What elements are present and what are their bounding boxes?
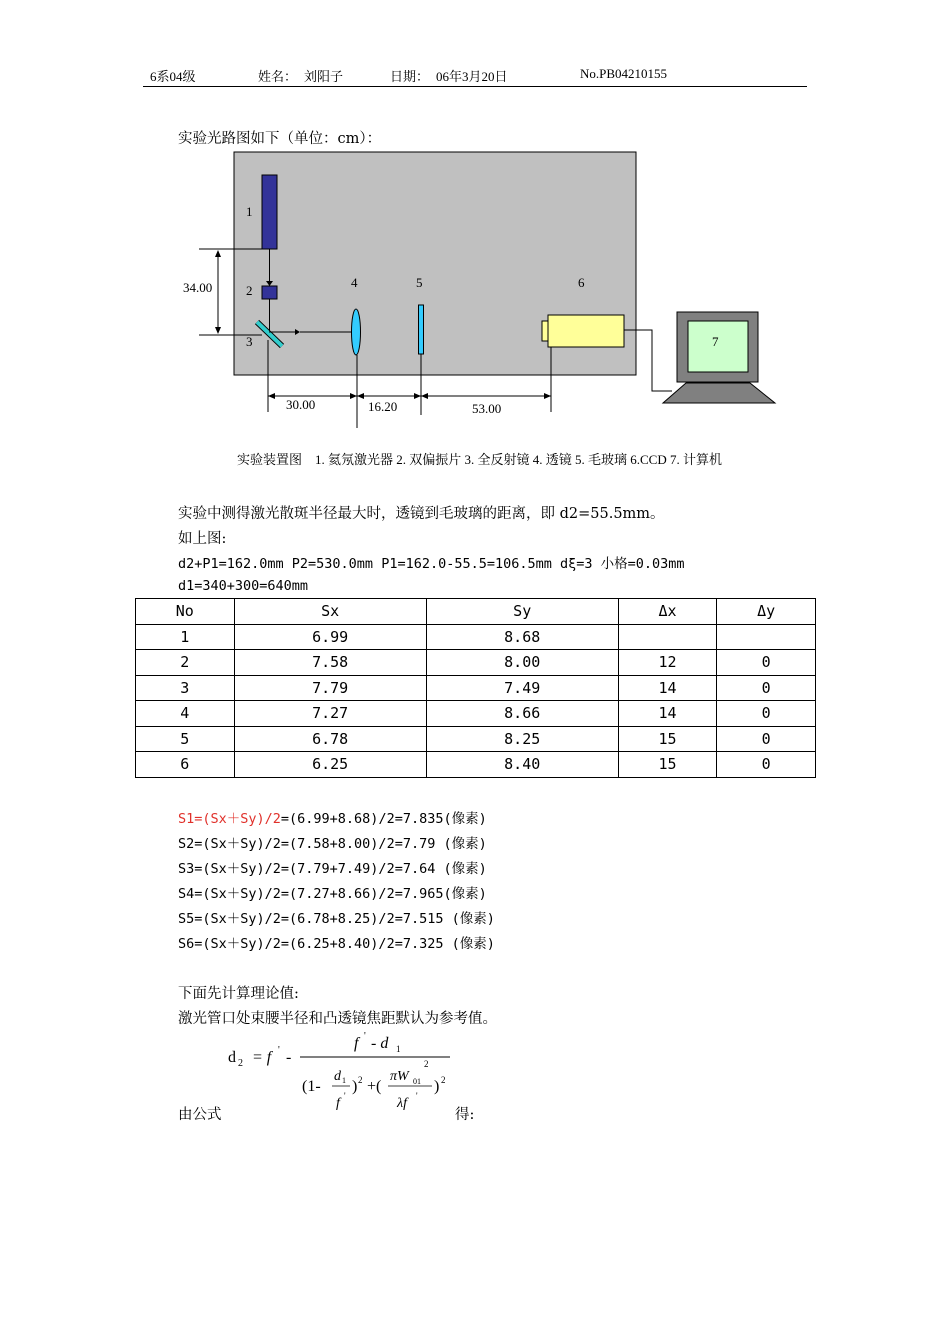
calc-s2: S2=(Sx＋Sy)/2=(7.58+8.00)/2=7.79 (像素) (178, 836, 487, 852)
formula-prime-3: ' (344, 1091, 346, 1101)
calc-s5: S5=(Sx＋Sy)/2=(6.78+8.25)/2=7.515 (像素) (178, 911, 495, 927)
dim-vertical-arrow-top (215, 250, 221, 257)
header-date-value: 06年3月20日 (436, 69, 508, 84)
lens (352, 309, 361, 355)
dim-16-arrow-left (357, 393, 364, 399)
formula-prefix: 由公式 (178, 1107, 222, 1123)
label-6: 6 (578, 275, 585, 290)
table-cell: 8.25 (426, 726, 618, 752)
table-cell: 1 (136, 624, 235, 650)
formula-den-d: d (334, 1069, 341, 1084)
dim-53-arrow-right (544, 393, 551, 399)
table-row (136, 752, 816, 778)
formula-minus: - (286, 1049, 292, 1066)
table-header-row (136, 599, 816, 625)
formula-prime-4: ' (416, 1091, 418, 1101)
dim-53-label: 53.00 (472, 401, 502, 416)
table-cell: 6 (136, 752, 235, 778)
table-row (136, 675, 816, 701)
header-student-no: No.PB04210155 (580, 66, 668, 81)
ground-glass (419, 305, 424, 354)
formula-lhs-sub: 2 (238, 1058, 243, 1069)
header-class: 6系04级 (150, 69, 196, 84)
table-cell: 15 (618, 752, 717, 778)
col-header-dy: Δy (717, 599, 816, 625)
table-cell: 15 (618, 726, 717, 752)
table-cell: 8.00 (426, 650, 618, 676)
table-cell: 6.25 (234, 752, 426, 778)
calc-s1 (178, 807, 487, 827)
formula-den-d-sub: 1 (342, 1076, 346, 1085)
ccd-camera (548, 315, 624, 347)
col-header-dx: Δx (618, 599, 717, 625)
calc-s1-result: =(6.99+8.68)/2=7.835(像素) (280, 811, 487, 827)
theory-assumption: 激光管口处束腰半径和凸透镜焦距默认为参考值。 (178, 1011, 497, 1027)
formula-den-f: f (336, 1096, 340, 1111)
table-cell: 5 (136, 726, 235, 752)
formula-den-open: (1- (302, 1078, 321, 1095)
paragraph-params: d2+P1=162.0mm P2=530.0mm P1=162.0-55.5=106.5mm dξ=3 小格=0.03mm (178, 556, 685, 572)
diagram-caption: 实验装置图 1. 氦氖激光器 2. 双偏振片 3. 全反射镜 4. 透镜 5. 毛玻璃 6.CCD 7. 计算机 (237, 452, 722, 467)
ccd-lens (542, 321, 548, 341)
table-cell: 8.68 (426, 624, 618, 650)
col-header-no: No (136, 599, 235, 625)
table-cell: 3 (136, 675, 235, 701)
header-name-label: 姓名： (258, 69, 298, 84)
dim-30-label: 30.00 (286, 397, 316, 412)
gaussian-beam-formula (220, 1025, 460, 1120)
table-cell: 7.27 (234, 701, 426, 727)
dim-16-label: 16.20 (368, 399, 398, 414)
table-cell: 7.79 (234, 675, 426, 701)
table-cell: 6.99 (234, 624, 426, 650)
table-cell: 14 (618, 675, 717, 701)
formula-num-f: f (354, 1035, 359, 1052)
table-cell: 0 (717, 701, 816, 727)
table-cell: 4 (136, 701, 235, 727)
header-name-value: 刘阳子 (304, 69, 344, 84)
label-7: 7 (712, 334, 719, 349)
formula-pi-w: πW (390, 1069, 409, 1084)
formula-den-close-2: ) (434, 1078, 440, 1095)
monitor-base (663, 383, 775, 403)
table-cell: 0 (717, 752, 816, 778)
formula-den-close: ) (352, 1078, 358, 1095)
formula-w-sub: 01 (413, 1077, 421, 1086)
table-cell: 0 (717, 650, 816, 676)
data-table (135, 598, 816, 778)
label-2: 2 (246, 283, 253, 298)
formula-prime-2: ' (364, 1031, 366, 1042)
dim-vertical-label: 34.00 (183, 280, 213, 295)
label-4: 4 (351, 275, 358, 290)
formula-sq-1: 2 (358, 1075, 363, 1085)
calc-s1-formula: S1=(Sx＋Sy)/2 (178, 811, 281, 827)
formula-num-sub: 1 (396, 1044, 401, 1054)
table-row (136, 650, 816, 676)
dim-53-arrow-left (421, 393, 428, 399)
paragraph-d1: d1=340+300=640mm (178, 578, 309, 594)
table-cell: 12 (618, 650, 717, 676)
formula-sq-3: 2 (441, 1075, 446, 1085)
paragraph-d2: 实验中测得激光散斑半径最大时，透镜到毛玻璃的距离，即 d2=55.5mm。 (178, 506, 665, 522)
label-1: 1 (246, 204, 253, 219)
formula-sq-2: 2 (424, 1059, 429, 1069)
label-3: 3 (246, 334, 253, 349)
dim-30-arrow-left (268, 393, 275, 399)
formula-num-minus-d: - d (371, 1035, 389, 1052)
intro-text: 实验光路图如下（单位：cm）： (178, 131, 382, 147)
table-cell: 8.66 (426, 701, 618, 727)
formula-den-plus: +( (367, 1078, 382, 1095)
table-cell: 0 (717, 726, 816, 752)
calc-s4: S4=(Sx＋Sy)/2=(7.27+8.66)/2=7.965(像素) (178, 886, 487, 902)
table-cell: 2 (136, 650, 235, 676)
table-row (136, 701, 816, 727)
table-cell: 7.58 (234, 650, 426, 676)
laser-tube (262, 175, 277, 249)
dim-vertical-arrow-bottom (215, 327, 221, 334)
header-date-label: 日期： (390, 69, 430, 84)
dim-16-arrow-right (414, 393, 421, 399)
table-cell: 8.40 (426, 752, 618, 778)
polarizer (262, 286, 277, 299)
calc-s6: S6=(Sx＋Sy)/2=(6.25+8.40)/2=7.325 (像素) (178, 936, 495, 952)
col-header-sx: Sx (234, 599, 426, 625)
table-cell (618, 624, 717, 650)
optical-diagram (0, 0, 950, 450)
table-cell: 7.49 (426, 675, 618, 701)
table-cell: 6.78 (234, 726, 426, 752)
formula-eq-f: = f (252, 1049, 272, 1066)
table-cell: 14 (618, 701, 717, 727)
table-cell (717, 624, 816, 650)
formula-suffix: 得: (455, 1107, 475, 1123)
label-5: 5 (416, 275, 423, 290)
table-row (136, 624, 816, 650)
theory-heading: 下面先计算理论值: (178, 986, 299, 1002)
formula-lhs: d (228, 1049, 236, 1066)
col-header-sy: Sy (426, 599, 618, 625)
formula-prime-1: ' (278, 1045, 280, 1056)
paragraph-see-above: 如上图: (178, 531, 227, 547)
dim-30-arrow-right (350, 393, 357, 399)
calc-s3: S3=(Sx＋Sy)/2=(7.79+7.49)/2=7.64 (像素) (178, 861, 487, 877)
table-cell: 0 (717, 675, 816, 701)
table-row (136, 726, 816, 752)
formula-lambda-f: λf (397, 1096, 407, 1111)
